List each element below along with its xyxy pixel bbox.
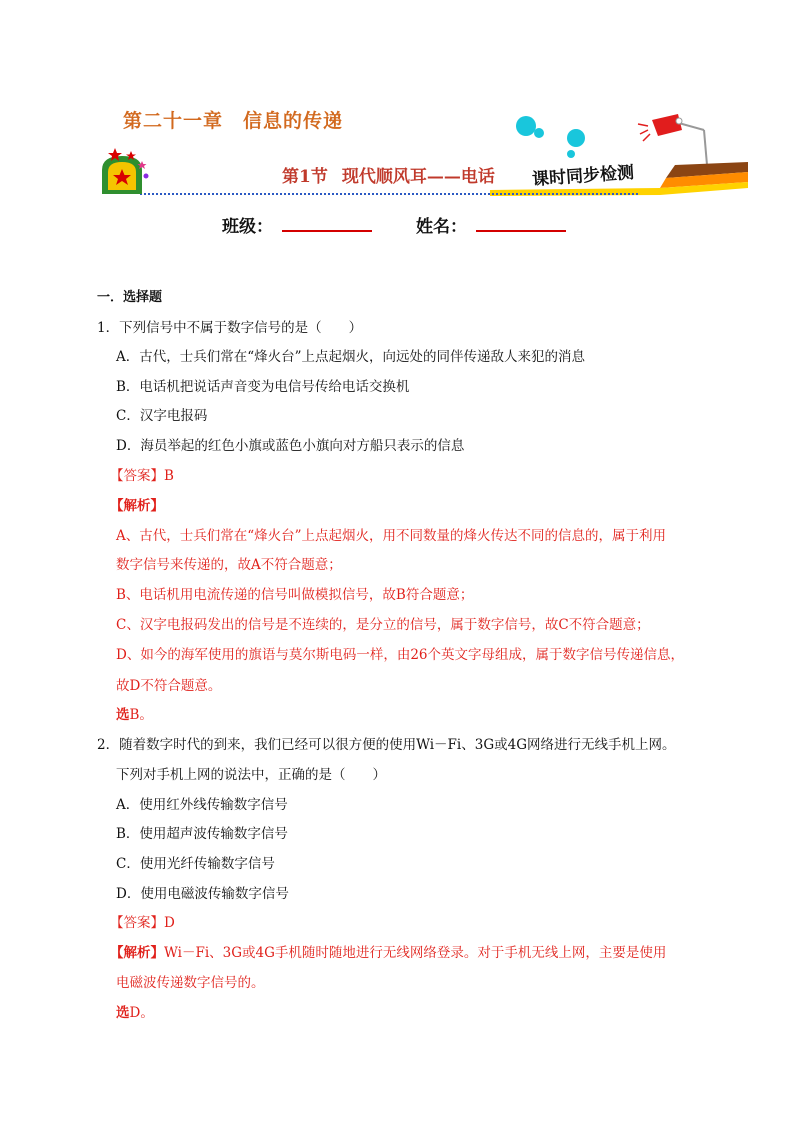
choose-value: B。 bbox=[129, 707, 153, 723]
question-1-analysis-line: A、古代，士兵们常在“烽火台”上点起烟火，用不同数量的烽火传达不同的信息的，属于利用 bbox=[116, 528, 667, 544]
choose-value: D。 bbox=[129, 1005, 154, 1021]
question-2-option-d: D．使用电磁波传输数字信号 bbox=[116, 886, 289, 902]
question-2-stem: 2．随着数字时代的到来，我们已经可以很方便的使用Wi－Fi、3G或4G网络进行无线手机上网。 bbox=[97, 737, 676, 753]
choose-label: 选 bbox=[116, 707, 130, 723]
class-field[interactable] bbox=[282, 230, 372, 232]
bubble-decoration bbox=[534, 128, 544, 138]
question-1-option-a: A．古代，士兵们常在“烽火台”上点起烟火，向远处的同伴传递敌人来犯的消息 bbox=[116, 349, 586, 365]
slogan-text: 课时同步检测 bbox=[531, 162, 635, 190]
question-1-stem: 1．下列信号中不属于数字信号的是（ ） bbox=[97, 320, 363, 336]
chapter-number: 第二十一章 bbox=[123, 110, 224, 132]
desk-lamp-icon bbox=[638, 114, 707, 165]
question-2-analysis-label: 【解析】 bbox=[110, 945, 164, 961]
question-2-answer: 【答案】D bbox=[110, 915, 175, 931]
question-2-analysis-line: Wi－Fi、3G或4G手机随时随地进行无线网络登录。对于手机无线上网，主要是使用 bbox=[164, 945, 667, 961]
question-1-analysis-line: 故D不符合题意。 bbox=[116, 678, 222, 694]
chapter-name: 信息的传递 bbox=[243, 110, 344, 132]
question-1-option-d: D．海员举起的红色小旗或蓝色小旗向对方船只表示的信息 bbox=[116, 438, 465, 454]
question-1-analysis-line: D、如今的海军使用的旗语与莫尔斯电码一样，由26个英文字母组成，属于数字信号传递信息， bbox=[116, 647, 685, 663]
question-1-option-b: B．电话机把说话声音变为电信号传给电话交换机 bbox=[116, 379, 410, 395]
star-badge-icon bbox=[102, 148, 149, 194]
question-1-answer: 【答案】B bbox=[110, 468, 174, 484]
bubble-decoration bbox=[567, 129, 585, 147]
section-heading: 一．选择题 bbox=[97, 290, 163, 305]
question-2-option-a: A．使用红外线传输数字信号 bbox=[116, 797, 288, 813]
question-1-analysis-line: C、汉字电报码发出的信号是不连续的，是分立的信号，属于数字信号，故C不符合题意； bbox=[116, 617, 650, 633]
name-field[interactable] bbox=[476, 230, 566, 232]
question-1-choice bbox=[116, 706, 153, 724]
section-title bbox=[282, 162, 495, 187]
question-2-analysis-line: 电磁波传递数字信号的。 bbox=[116, 975, 265, 991]
bubble-decoration bbox=[516, 116, 536, 136]
choose-label: 选 bbox=[116, 1005, 130, 1021]
section-number: 第1节 bbox=[282, 167, 328, 187]
question-2-option-c: C．使用光纤传输数字信号 bbox=[116, 856, 275, 872]
question-2-option-b: B．使用超声波传输数字信号 bbox=[116, 826, 288, 842]
question-1-analysis-line: B、电话机用电流传递的信号叫做模拟信号，故B符合题意； bbox=[116, 587, 474, 603]
question-1-option-c: C．汉字电报码 bbox=[116, 408, 208, 424]
bubble-decoration bbox=[567, 150, 575, 158]
section-name: 现代顺风耳——电话 bbox=[341, 167, 495, 187]
question-2-stem-continued: 下列对手机上网的说法中，正确的是（ ） bbox=[116, 767, 386, 783]
question-2-choice bbox=[116, 1004, 154, 1022]
question-1-analysis-line: 数字信号来传递的，故A不符合题意； bbox=[116, 557, 342, 573]
question-2-analysis bbox=[110, 944, 666, 962]
class-label: 班级： bbox=[222, 217, 273, 237]
question-1-analysis-label: 【解析】 bbox=[110, 498, 164, 514]
name-label: 姓名： bbox=[416, 217, 467, 237]
